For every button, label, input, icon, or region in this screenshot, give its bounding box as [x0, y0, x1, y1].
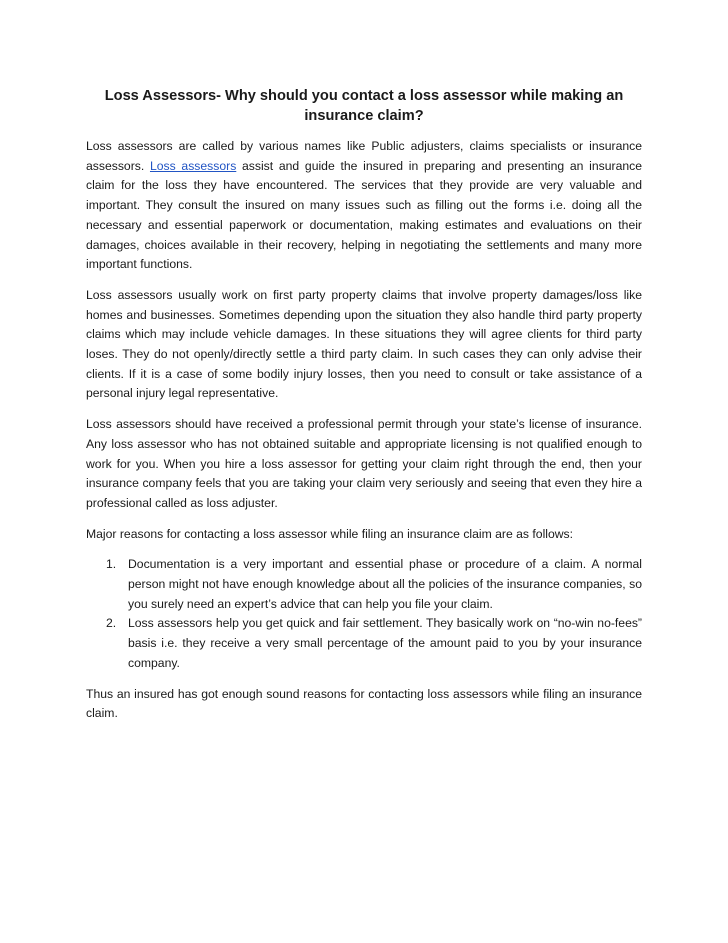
- reason-text: Documentation is a very important and essential phase or procedure of a claim. A normal person might not have enough knowledge about all the policies of the insurance companies, so you surely need an expert’s advice that can help you file your claim.: [128, 557, 642, 611]
- property-claims-paragraph: Loss assessors usually work on first party property claims that involve property damages/loss like homes and businesses. Sometimes depending upon the situation they also handle third party property claims which may include vehicle damages. In these situations they will agree clients for third party loses. They do not openly/directly settle a third party claim. In such cases they can only advise their clients. If it is a case of some bodily injury losses, then you need to consult or take assistance of a personal injury legal representative.: [86, 287, 642, 401]
- reason-item-documentation: [106, 555, 642, 614]
- licensing-paragraph: Loss assessors should have received a professional permit through your state’s license of insurance. Any loss assessor who has not obtained suitable and appropriate licensing is not qualified enough to work for you. When you hire a loss assessor for getting your claim right through the end, then your insurance company feels that you are taking your claim very seriously and seeing that even they hire a professional called as loss adjuster.: [86, 417, 642, 510]
- reason-number: 2.: [106, 616, 117, 631]
- reasons-intro-paragraph: Major reasons for contacting a loss assessor while filing an insurance claim are as follows:: [86, 526, 574, 541]
- intro-text-start: Loss assessors are called by various names like Public adjusters, claims specialists or insurance assessors.: [86, 139, 642, 173]
- intro-text-end: assist and guide the insured in preparing and presenting an insurance claim for the loss they have encountered. The services that they provide are very valuable and important. They consult the insured on many issues such as filling out the forms i.e. doing all the necessary and essential paperwork or documentation, making estimates and evaluations on their damages, choices available in their recovery, helping in negotiating the settlements and many more important functions.: [86, 158, 642, 272]
- reasons-list: [86, 555, 642, 673]
- conclusion-paragraph: Thus an insured has got enough sound reasons for contacting loss assessors while filing an insurance claim.: [86, 686, 642, 721]
- reason-text: Loss assessors help you get quick and fair settlement. They basically work on “no-win no-fees” basis i.e. they receive a very small percentage of the amount paid to you by your insurance company.: [128, 616, 642, 670]
- reason-number: 1.: [106, 557, 117, 572]
- reason-item-settlement: [106, 614, 642, 673]
- loss-assessors-link[interactable]: Loss assessors: [149, 158, 237, 173]
- intro-paragraph: [86, 137, 642, 275]
- document-title: Loss Assessors- Why should you contact a loss assessor while making an insurance claim?: [104, 88, 624, 124]
